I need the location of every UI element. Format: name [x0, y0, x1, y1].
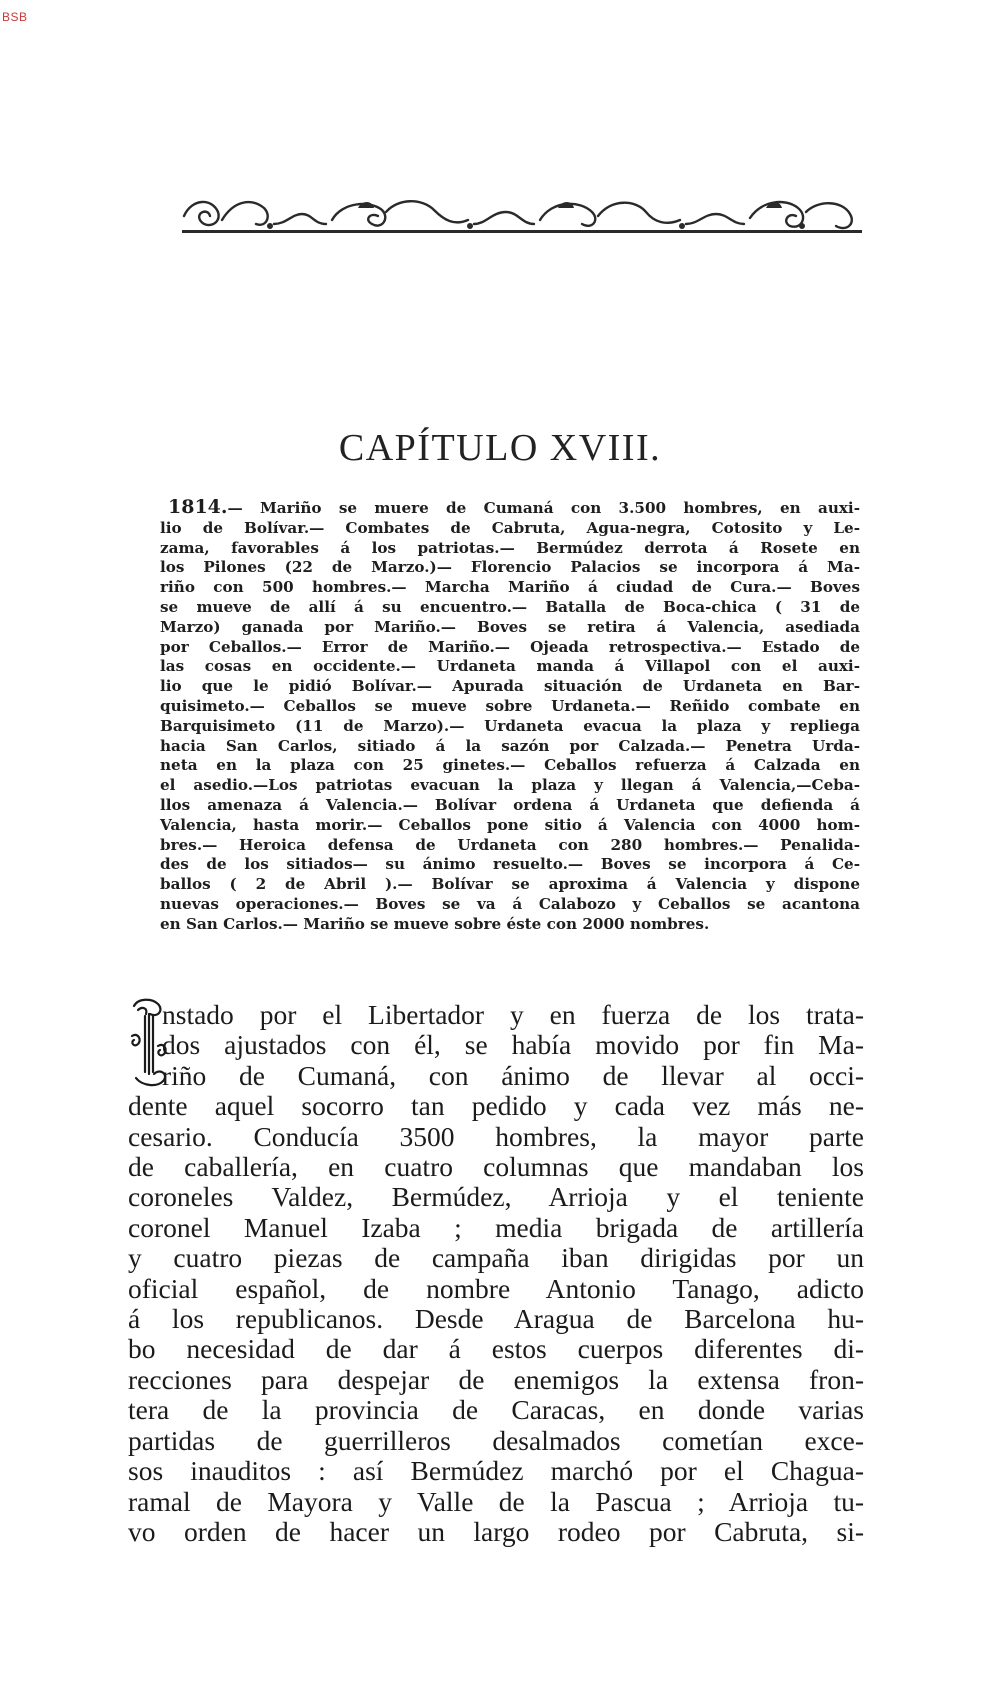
chapter-title: CAPÍTULO XVIII.: [338, 427, 662, 469]
body-line: dente aquel socorro tan pedido y cada vez más ne-: [128, 1090, 864, 1122]
body-line: bo necesidad de dar á estos cuerpos diferentes di-: [128, 1333, 864, 1365]
decorative-ornament-band: [182, 190, 862, 240]
body-line: vo orden de hacer un largo rodeo por Cabruta, si-: [128, 1515, 864, 1547]
body-line: cesario. Conducía 3500 hombres, la mayor parte: [128, 1120, 864, 1152]
summary-line: se mueve de allí á su encuentro.— Batalla de Boca-chica ( 31 de: [160, 597, 860, 616]
summary-line: Valencia, hasta morir.— Ceballos pone sitio á Valencia con 4000 hom-: [160, 815, 860, 834]
summary-line: en San Carlos.— Mariño se mueve sobre éste con 2000 nombres.: [160, 914, 710, 933]
summary-line: hacia San Carlos, sitiado á la sazón por Calzada.— Penetra Urda-: [160, 736, 860, 755]
summary-line: zama, favorables á los patriotas.— Bermúdez derrota á Rosete en: [160, 538, 860, 557]
summary-line: nuevas operaciones.— Boves se va á Calabozo y Ceballos se acantona: [160, 894, 860, 913]
summary-line: neta en la plaza con 25 ginetes.— Ceballos refuerza á Calzada en: [160, 756, 860, 775]
body-line: y cuatro piezas de campaña iban dirigidas por un: [128, 1242, 864, 1274]
body-line: ramal de Mayora y Valle de la Pascua ; Arrioja tu-: [128, 1485, 864, 1517]
body-line: á los republicanos. Desde Aragua de Barcelona hu-: [128, 1303, 864, 1335]
summary-line: bres.— Heroica defensa de Urdaneta con 280 hombres.— Penalida-: [160, 835, 860, 854]
summary-line: lio que le pidió Bolívar.— Apurada situación de Urdaneta en Bar-: [160, 677, 860, 696]
summary-line: Barquisimeto (11 de Marzo).— Urdaneta evacua la plaza y repliega: [160, 716, 860, 735]
body-line: oficial español, de nombre Antonio Tanago, adicto: [128, 1272, 864, 1304]
summary-line: por Ceballos.— Error de Mariño.— Ojeada retrospectiva.— Estado de: [160, 637, 860, 656]
summary-line: des de los sitiados— su ánimo resuelto.— Boves se incorpora á Ce-: [160, 855, 860, 874]
body-line: sos inauditos : así Bermúdez marchó por el Chagua-: [128, 1455, 864, 1487]
summary-line: llos amenaza á Valencia.— Bolívar ordena á Urdaneta que defienda á: [160, 795, 860, 814]
body-line: riño de Cumaná, con ánimo de llevar al occi-: [162, 1059, 864, 1091]
summary-year: 1814.: [168, 496, 228, 518]
body-line: recciones para despejar de enemigos la extensa fron-: [128, 1363, 864, 1395]
body-line: tera de la provincia de Caracas, en donde varias: [128, 1394, 864, 1426]
body-line: de caballería, en cuatro columnas que mandaban los: [128, 1151, 864, 1183]
body-text: [128, 1000, 864, 1547]
summary-line-text: — Mariño se muere de Cumaná con 3.500 hombres, en auxi-: [227, 499, 860, 517]
body-line: coronel Manuel Izaba ; media brigada de artillería: [128, 1211, 864, 1243]
summary-line: [160, 498, 860, 519]
summary-line: Marzo) ganada por Mariño.— Boves se retira á Valencia, asediada: [160, 617, 860, 636]
summary-line: ballos ( 2 de Abril ).— Bolívar se aproxima á Valencia y dispone: [160, 875, 860, 894]
body-line: nstado por el Libertador y en fuerza de los trata-: [162, 999, 864, 1030]
body-line: dos ajustados con él, se había movido por fin Ma-: [162, 1029, 864, 1061]
summary-line: quisimeto.— Ceballos se mueve sobre Urdaneta.— Reñido combate en: [160, 696, 860, 715]
body-line: coroneles Valdez, Bermúdez, Arrioja y el teniente: [128, 1181, 864, 1213]
library-watermark: BSB: [2, 10, 28, 24]
body-line: partidas de guerrilleros desalmados cometían exce-: [128, 1424, 864, 1456]
summary-line: los Pilones (22 de Marzo.)— Florencio Palacios se incorpora á Ma-: [160, 558, 860, 577]
summary-line: el asedio.—Los patriotas evacuan la plaza y llegan á Valencia,—Ceba-: [160, 776, 860, 795]
summary-line: lio de Bolívar.— Combates de Cabruta, Agua-negra, Cotosito y Le-: [160, 518, 860, 537]
summary-line: las cosas en occidente.— Urdaneta manda á Villapol con el auxi-: [160, 657, 860, 676]
summary-line: riño con 500 hombres.— Marcha Mariño á ciudad de Cura.— Boves: [160, 578, 860, 597]
chapter-summary: [160, 498, 860, 935]
